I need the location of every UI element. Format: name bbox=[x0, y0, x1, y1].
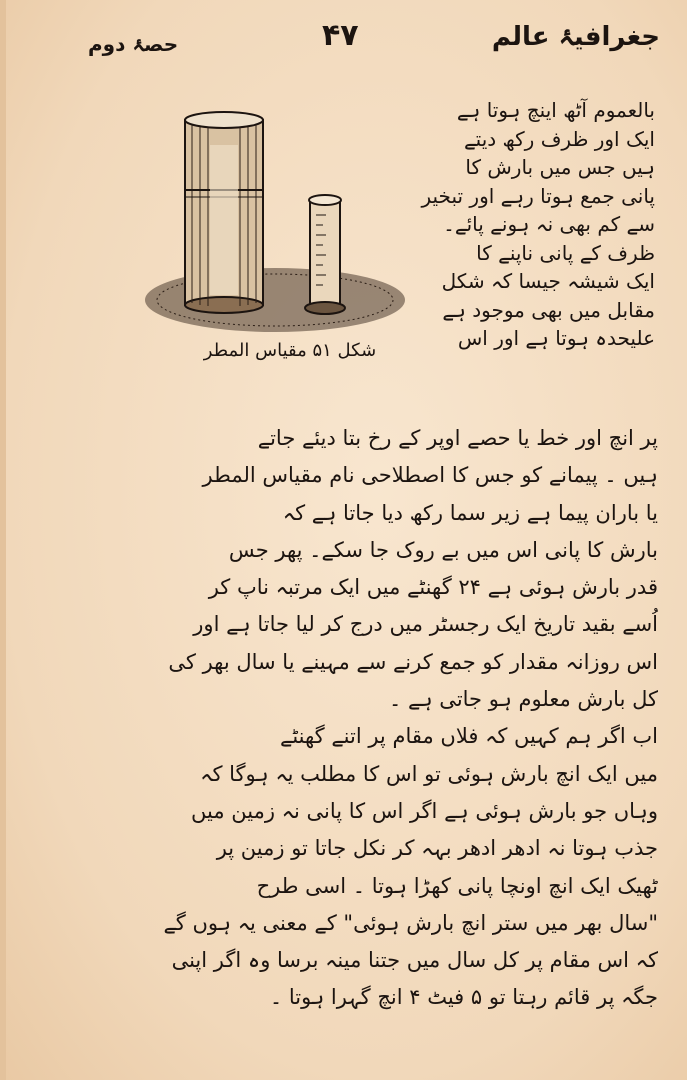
right-column-line: بالعموم آٹھ اینچ ہوتا ہے bbox=[456, 98, 655, 122]
body-text-line: اُسے بقید تاریخ ایک رجسٹر میں درج کر لیا جاتا ہے اور bbox=[193, 612, 658, 637]
body-text bbox=[88, 420, 658, 1017]
body-text-line: بارش کا پانی اس میں بے روک جا سکے۔ پھر جس bbox=[228, 537, 658, 562]
right-column-line: مقابل میں بھی موجود ہے bbox=[442, 297, 655, 322]
right-column-line: ہیں جس میں بارش کا bbox=[465, 155, 655, 179]
body-text-line: اب اگر ہم کہیں کہ فلاں مقام پر اتنے گھنٹے bbox=[280, 724, 658, 749]
body-text-line: کل بارش معلوم ہو جاتی ہے ۔ bbox=[389, 687, 658, 712]
page-header bbox=[60, 18, 660, 68]
body-text-line: پر انچ اور خط یا حصے اوپر کے رخ بتا دیئے جاتے bbox=[257, 426, 658, 450]
body-text-line: جگہ پر قائم رہتا تو ۵ فیٹ ۴ انچ گہرا ہوتا ۔ bbox=[269, 985, 658, 1010]
right-column-line: ایک اور ظرف رکھ دیتے bbox=[463, 126, 655, 151]
body-text-line: وہاں جو بارش ہوئی ہے اگر اس کا پانی نہ زمین میں bbox=[191, 798, 658, 823]
right-column-line: علیحدہ ہوتا ہے اور اس bbox=[457, 326, 655, 350]
body-text-line: "سال بھر میں ستر انچ بارش ہوئی" کے معنی یہ ہوں گے bbox=[163, 910, 658, 935]
figure-caption: شکل ۵۱ مقیاس المطر bbox=[203, 340, 377, 361]
body-text-line: ٹھیک ایک انچ اونچا پانی کھڑا ہوتا ۔ اسی طرح bbox=[256, 873, 658, 898]
body-text-line: اس روزانہ مقدار کو جمع کرنے سے مہینے یا سال بھر کی bbox=[168, 649, 658, 674]
body-text-line: قدر بارش ہوئی ہے ۲۴ گھنٹے میں ایک مرتبہ ناپ کر bbox=[208, 575, 658, 600]
book-title: جغرافیۂ عالم bbox=[491, 22, 660, 52]
right-column-line: سے کم بھی نہ ہونے پائے۔ bbox=[443, 212, 655, 236]
right-column-text bbox=[405, 96, 655, 353]
body-text-line: ہیں ۔ پیمانے کو جس کا اصطلاحی نام مقیاس المطر bbox=[202, 463, 658, 488]
page-edge bbox=[0, 0, 6, 1080]
right-column-line: ظرف کے پانی ناپنے کا bbox=[476, 240, 655, 265]
rain-gauge-illustration bbox=[140, 105, 410, 335]
page-number: ۴۷ bbox=[322, 18, 359, 53]
body-text-line: میں ایک انچ بارش ہوئی تو اس کا مطلب یہ ہوگا کہ bbox=[200, 761, 658, 786]
body-text-line: یا باران پیما ہے زیر سما رکھ دیا جاتا ہے کہ bbox=[282, 500, 658, 525]
body-text-line: کہ اس مقام پر کل سال میں جتنا مینہ برسا وہ اگر اپنی bbox=[171, 948, 658, 973]
section-label: حصۂ دوم bbox=[88, 32, 179, 56]
body-text-line: جذب ہوتا نہ ادھر ادھر بہہ کر نکل جاتا تو زمین پر bbox=[216, 836, 658, 861]
right-column-line: پانی جمع ہوتا رہے اور تبخیر bbox=[421, 183, 655, 208]
right-column-line: ایک شیشہ جیسا کہ شکل bbox=[441, 269, 655, 293]
